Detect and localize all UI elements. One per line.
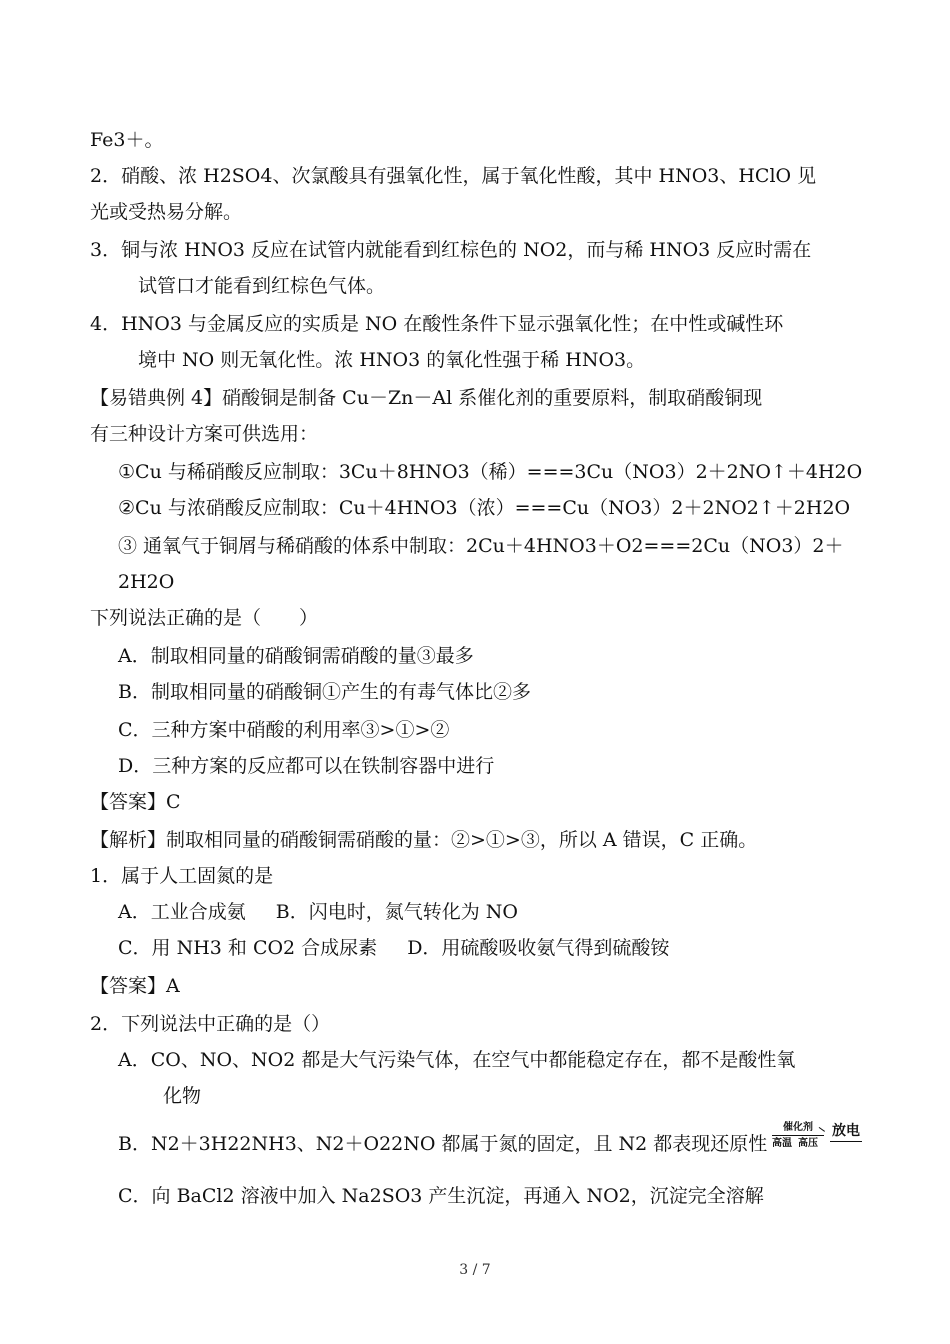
- text-line: 【答案】C: [90, 791, 181, 813]
- catalyst-label: 催化剂: [783, 1122, 813, 1133]
- reaction-conditions: [772, 1122, 864, 1160]
- text-line: 有三种设计方案可供选用：: [90, 423, 319, 445]
- text-line: A．CO、NO、NO2 都是大气污染气体，在空气中都能稳定存在，都不是酸性氧: [118, 1049, 796, 1071]
- text-line: 【答案】A: [90, 975, 180, 997]
- text-line: 2．下列说法中正确的是（）: [90, 1013, 331, 1035]
- text-line: B．制取相同量的硝酸铜①产生的有毒气体比②多: [118, 681, 531, 703]
- option-b: B．闪电时，氮气转化为 NO: [275, 901, 518, 923]
- text-line: 境中 NO 则无氧化性。浓 HNO3 的氧化性强于稀 HNO3。: [138, 349, 646, 371]
- discharge-label: 放电: [832, 1123, 860, 1139]
- text-line: C．三种方案中硝酸的利用率③>①>②: [118, 719, 450, 741]
- text-line: C．向 BaCl2 溶液中加入 Na2SO3 产生沉淀，再通入 NO2，沉淀完全溶解: [118, 1185, 764, 1207]
- text-line: D．三种方案的反应都可以在铁制容器中进行: [118, 755, 495, 777]
- text-line: 3．铜与浓 HNO3 反应在试管内就能看到红棕色的 NO2，而与稀 HNO3 反应时需在: [90, 239, 812, 261]
- text-line: ③ 通氧气于铜屑与稀硝酸的体系中制取：2Cu＋4HNO3＋O2===2Cu（NO3）2＋: [118, 535, 844, 557]
- text-line: 【易错典例 4】硝酸铜是制备 Cu－Zn－Al 系催化剂的重要原料，制取硝酸铜现: [90, 387, 763, 409]
- text-line: 下列说法正确的是（ ）: [90, 607, 319, 629]
- text-line: 光或受热易分解。: [90, 201, 243, 223]
- text-line: ②Cu 与浓硝酸反应制取：Cu＋4HNO3（浓）===Cu（NO3）2＋2NO2↑＋2H2O: [118, 497, 851, 519]
- option-c: C．用 NH3 和 CO2 合成尿素: [118, 937, 378, 959]
- option-a: A．工业合成氨: [118, 901, 246, 923]
- text-line: Fe3＋。: [90, 129, 164, 151]
- text-line: 【解析】制取相同量的硝酸铜需硝酸的量：②>①>③，所以 A 错误，C 正确。: [90, 829, 758, 851]
- option-d: D．用硫酸吸收氨气得到硫酸铵: [407, 937, 670, 959]
- text-line: B．N2＋3H22NH3、N2＋O22NO 都属于氮的固定，且 N2 都表现还原性: [118, 1133, 768, 1155]
- text-line: 1．属于人工固氮的是: [90, 865, 274, 887]
- text-line: 2H2O: [118, 571, 175, 593]
- text-line: 化物: [163, 1085, 202, 1107]
- text-line: ①Cu 与稀硝酸反应制取：3Cu＋8HNO3（稀）===3Cu（NO3）2＋2NO↑＋4H2O: [118, 461, 863, 483]
- discharge-underline: [830, 1141, 862, 1142]
- text-line: 试管口才能看到红棕色气体。: [138, 275, 386, 297]
- text-line: [118, 898, 518, 926]
- arrow-line: [772, 1135, 824, 1136]
- text-line: 2．硝酸、浓 H2SO4、次氯酸具有强氧化性，属于氧化性酸，其中 HNO3、HClO 见: [90, 165, 817, 187]
- text-line: A．制取相同量的硝酸铜需硝酸的量③最多: [118, 645, 474, 667]
- high-temp-label: 高温: [772, 1138, 792, 1149]
- high-pressure-label: 高压: [798, 1138, 818, 1149]
- text-line: [118, 934, 669, 962]
- text-line: 4．HNO3 与金属反应的实质是 NO 在酸性条件下显示强氧化性；在中性或碱性环: [90, 313, 784, 335]
- page-number: 3 / 7: [459, 1262, 491, 1278]
